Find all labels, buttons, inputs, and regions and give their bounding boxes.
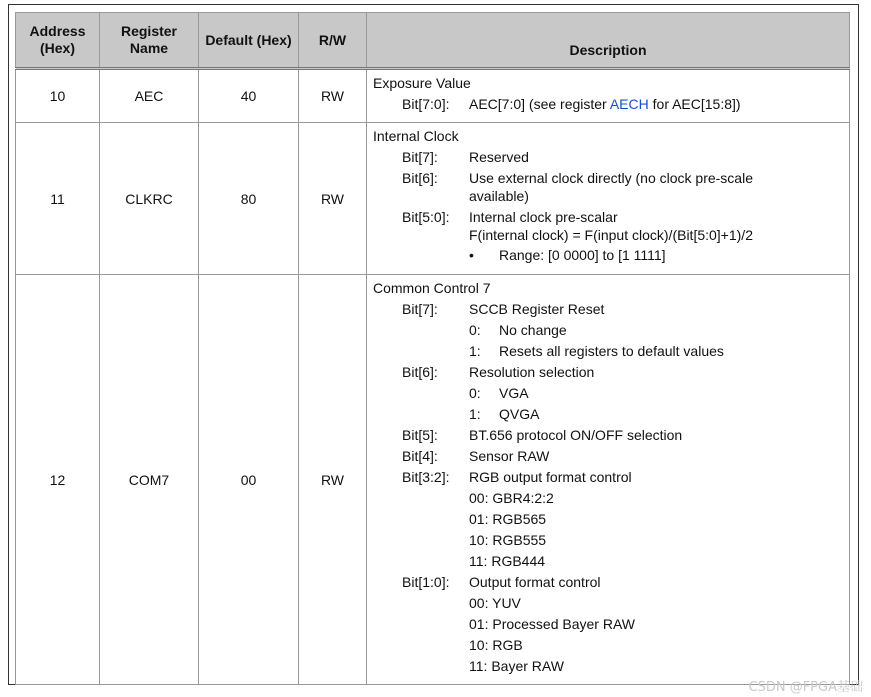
option-value: GBR4:2:2 [492, 490, 554, 506]
register-table [15, 12, 850, 685]
option-key: 01: [469, 616, 489, 632]
bit-option [469, 615, 849, 633]
cell-default: 40 [199, 69, 299, 123]
header-rw: R/W [299, 13, 367, 69]
bit-text: Sensor RAW [469, 448, 550, 464]
bit-text: SCCB Register Reset [469, 301, 605, 317]
option-value: QVGA [499, 406, 540, 422]
option-key: 00: [469, 490, 489, 506]
option-key: 1: [469, 406, 481, 422]
option-value: Processed Bayer RAW [492, 616, 635, 632]
bit-label: Bit[7]: [402, 301, 438, 317]
header-register-name: Register Name [100, 13, 199, 69]
bullet-item [469, 246, 849, 264]
bit-label: Bit[3:2]: [402, 469, 450, 485]
bit-label: Bit[7:0]: [402, 96, 450, 112]
header-description: Description [367, 13, 850, 69]
option-value: RGB565 [492, 511, 547, 527]
cell-description [367, 69, 850, 123]
bit-option [469, 657, 849, 675]
cell-address: 12 [16, 275, 100, 685]
option-key: 10: [469, 637, 489, 653]
cell-register-name: AEC [100, 69, 199, 123]
option-key: 1: [469, 343, 481, 359]
bit-label: Bit[5:0]: [402, 209, 450, 225]
bit-option [469, 384, 849, 402]
cell-rw: RW [299, 275, 367, 685]
bullet-icon: • [469, 247, 474, 263]
bit-option [469, 552, 849, 570]
bit-entry [402, 468, 849, 486]
cell-rw: RW [299, 123, 367, 275]
bit-option [469, 510, 849, 528]
bit-entry [402, 300, 849, 318]
bit-entry [402, 447, 849, 465]
bit-label: Bit[4]: [402, 448, 438, 464]
bit-entry [402, 148, 849, 166]
bit-label: Bit[6]: [402, 170, 438, 186]
bit-option [469, 489, 849, 507]
bit-entry [402, 426, 849, 444]
bit-option [469, 636, 849, 654]
bit-option [469, 531, 849, 549]
cell-rw: RW [299, 69, 367, 123]
option-key: 00: [469, 595, 489, 611]
bit-text [469, 95, 849, 113]
option-key: 11: [469, 553, 488, 569]
bit-text-part: AEC[7:0] (see register [469, 96, 610, 112]
table-row [16, 123, 850, 275]
cell-description [367, 123, 850, 275]
bit-text-part: for AEC[15:8]) [648, 96, 741, 112]
bit-label: Bit[5]: [402, 427, 438, 443]
bit-entry [402, 95, 849, 113]
bit-option [469, 405, 849, 423]
bit-entry [402, 169, 849, 205]
bit-entry [402, 363, 849, 381]
bit-entry [402, 208, 849, 226]
option-key: 0: [469, 385, 481, 401]
option-key: 01: [469, 511, 489, 527]
aech-register-link[interactable]: AECH [609, 96, 649, 112]
cell-register-name: CLKRC [100, 123, 199, 275]
description-title: Common Control 7 [373, 280, 491, 296]
description-title: Exposure Value [373, 75, 471, 91]
cell-description [367, 275, 850, 685]
cell-default: 00 [199, 275, 299, 685]
bit-text: Use external clock directly (no clock pre-scale available) [469, 170, 753, 204]
bit-text: RGB output format control [469, 469, 632, 485]
cell-address: 11 [16, 123, 100, 275]
option-value: YUV [492, 595, 521, 611]
table-row [16, 275, 850, 685]
bit-entry [402, 573, 849, 591]
watermark: CSDN @FPGA基础 [748, 680, 863, 695]
table-row [16, 69, 850, 123]
bit-option [469, 342, 849, 360]
bit-option [469, 321, 849, 339]
option-key: 10: [469, 532, 489, 548]
cell-address: 10 [16, 69, 100, 123]
bit-text: Internal clock pre-scalar [469, 209, 618, 225]
bit-text: Reserved [469, 149, 529, 165]
bit-formula: F(internal clock) = F(input clock)/(Bit[5:0]+1)/2 [469, 227, 753, 243]
option-key: 11: [469, 658, 488, 674]
option-key: 0: [469, 322, 481, 338]
option-value: No change [499, 322, 567, 338]
option-value: VGA [499, 385, 529, 401]
bit-text: Output format control [469, 574, 601, 590]
cell-default: 80 [199, 123, 299, 275]
option-value: RGB444 [491, 553, 546, 569]
option-value: Bayer RAW [491, 658, 564, 674]
header-default: Default (Hex) [199, 13, 299, 69]
description-title: Internal Clock [373, 128, 459, 144]
option-value: RGB [492, 637, 523, 653]
option-value: Resets all registers to default values [499, 343, 724, 359]
table-header-row [16, 13, 850, 69]
bit-text: Resolution selection [469, 364, 595, 380]
bit-label: Bit[7]: [402, 149, 438, 165]
cell-register-name: COM7 [100, 275, 199, 685]
header-address: Address (Hex) [16, 13, 100, 69]
bit-text: BT.656 protocol ON/OFF selection [469, 427, 683, 443]
bit-label: Bit[1:0]: [402, 574, 450, 590]
option-value: RGB555 [492, 532, 547, 548]
bullet-text: Range: [0 0000] to [1 1111] [499, 247, 666, 263]
bit-label: Bit[6]: [402, 364, 438, 380]
bit-option [469, 594, 849, 612]
